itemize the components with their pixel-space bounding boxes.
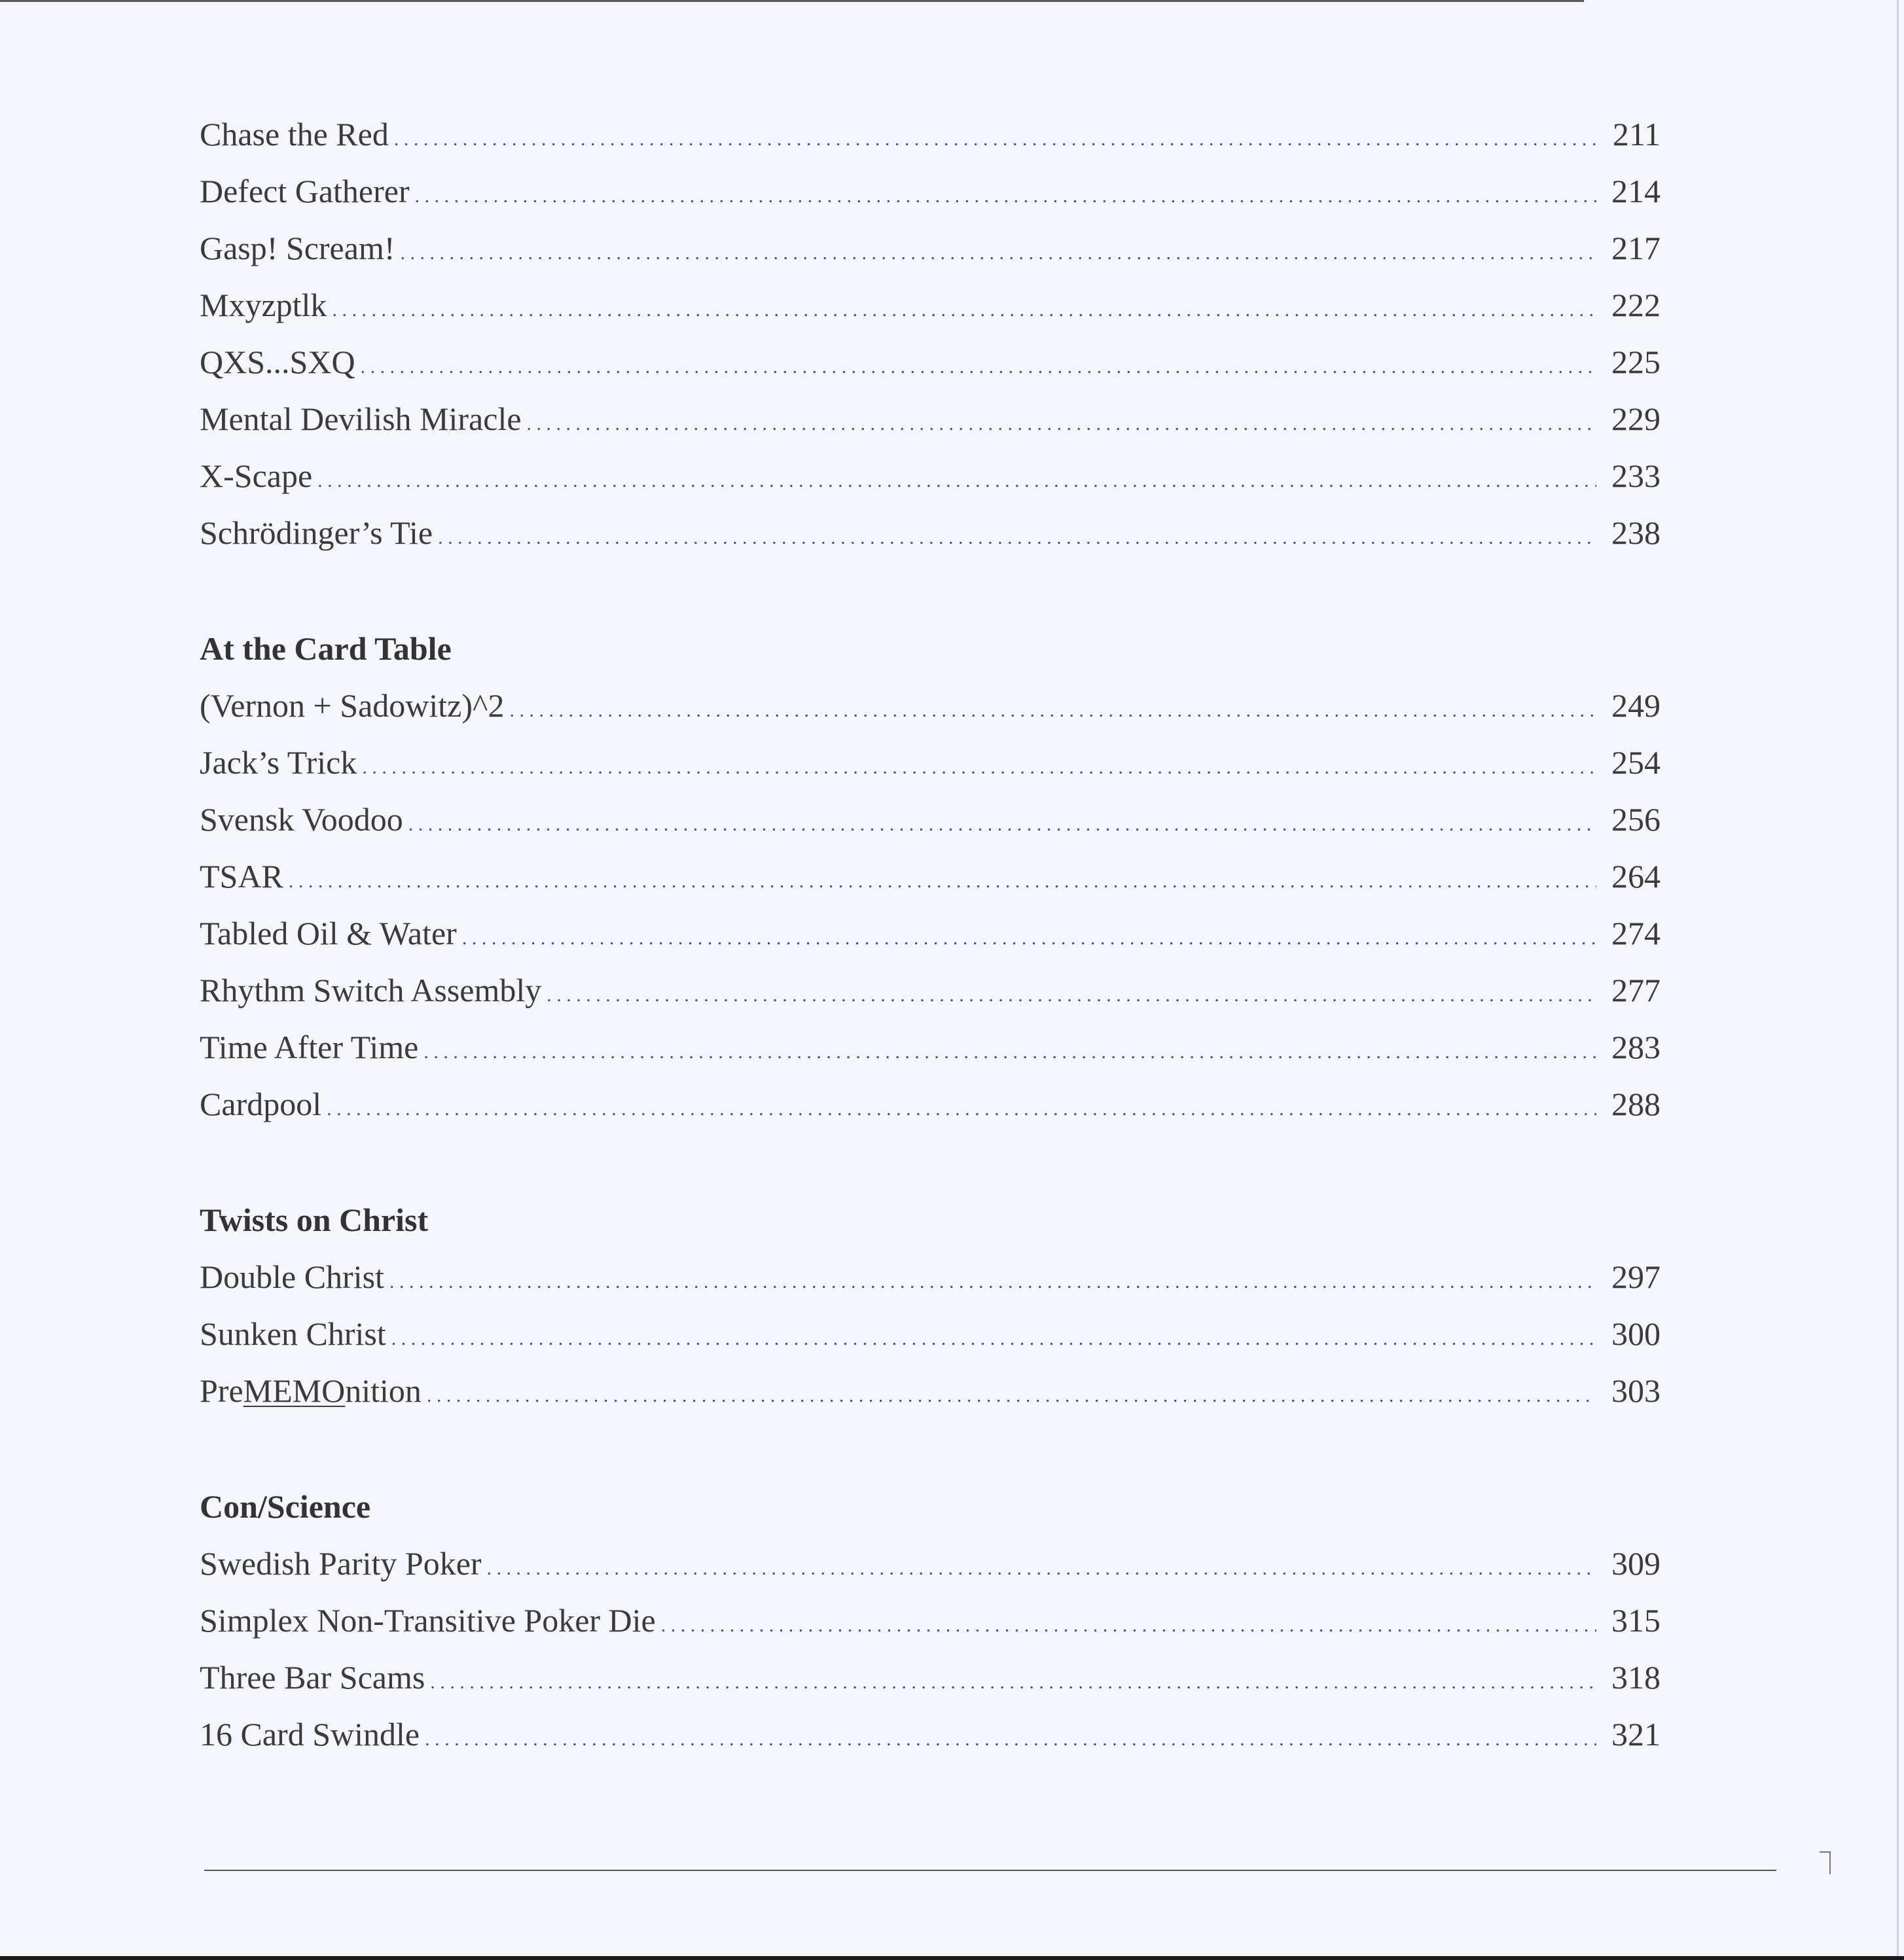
toc-entry[interactable] bbox=[200, 448, 1661, 505]
toc-entry[interactable] bbox=[200, 163, 1661, 220]
entry-title: Tabled Oil & Water bbox=[200, 915, 457, 952]
entry-title: Rhythm Switch Assembly bbox=[200, 972, 542, 1008]
toc-section bbox=[200, 1192, 1661, 1419]
entry-title bbox=[200, 1363, 422, 1419]
dot-leader bbox=[362, 736, 1596, 796]
toc-entry[interactable] bbox=[200, 1535, 1661, 1592]
toc-entry[interactable] bbox=[200, 1706, 1661, 1763]
page-number: 321 bbox=[1611, 1716, 1661, 1753]
entry-title: Mxyzptlk bbox=[200, 287, 327, 323]
page-number: 309 bbox=[1611, 1545, 1661, 1582]
dot-leader bbox=[661, 1594, 1596, 1654]
page-edge-top bbox=[0, 0, 1584, 2]
page-number: 225 bbox=[1611, 344, 1661, 380]
toc-section bbox=[200, 106, 1661, 561]
dot-leader bbox=[317, 449, 1596, 509]
page-number: 256 bbox=[1611, 801, 1661, 838]
dot-leader bbox=[361, 335, 1596, 395]
dot-leader bbox=[438, 506, 1596, 566]
dot-leader bbox=[332, 278, 1596, 338]
dot-leader bbox=[430, 1650, 1596, 1711]
entry-title: Schrödinger’s Tie bbox=[200, 514, 433, 551]
page-number: 303 bbox=[1611, 1372, 1661, 1409]
dot-leader bbox=[389, 1250, 1596, 1310]
page-number: 315 bbox=[1611, 1602, 1661, 1639]
entry-title: X-Scape bbox=[200, 457, 313, 494]
dot-leader bbox=[425, 1707, 1596, 1768]
dot-leader bbox=[415, 164, 1596, 224]
section-heading: Twists on Christ bbox=[200, 1202, 429, 1238]
entry-title: Chase the Red bbox=[200, 116, 389, 152]
toc-entry[interactable] bbox=[200, 1249, 1661, 1306]
entry-title: Time After Time bbox=[200, 1029, 419, 1065]
toc-section bbox=[200, 620, 1661, 1133]
entry-title-part: Pre bbox=[200, 1372, 243, 1409]
page-number: 229 bbox=[1611, 401, 1661, 437]
toc-entry[interactable] bbox=[200, 791, 1661, 848]
entry-title: Mental Devilish Miracle bbox=[200, 401, 522, 437]
dot-leader bbox=[408, 793, 1596, 853]
toc-entry[interactable] bbox=[200, 277, 1661, 334]
dot-leader bbox=[401, 221, 1597, 281]
page-number: 264 bbox=[1611, 858, 1661, 895]
entry-title-part: nition bbox=[345, 1372, 422, 1409]
toc-entry[interactable] bbox=[200, 677, 1661, 734]
crop-mark-icon bbox=[1818, 1849, 1833, 1876]
toc-entry[interactable] bbox=[200, 848, 1661, 905]
entry-title: Jack’s Trick bbox=[200, 744, 357, 781]
dot-leader bbox=[423, 1020, 1596, 1080]
dot-leader bbox=[547, 963, 1596, 1024]
entry-title: QXS...SXQ bbox=[200, 344, 355, 380]
page-number: 217 bbox=[1611, 230, 1661, 266]
toc-entry[interactable] bbox=[200, 220, 1661, 277]
table-of-contents bbox=[200, 106, 1661, 1822]
section-heading: Con/Science bbox=[200, 1488, 371, 1525]
toc-section bbox=[200, 1478, 1661, 1763]
toc-entry[interactable] bbox=[200, 106, 1661, 163]
footer-rule bbox=[204, 1870, 1776, 1871]
page-number: 222 bbox=[1611, 287, 1661, 323]
page-number: 288 bbox=[1611, 1086, 1661, 1122]
page-edge-right bbox=[1897, 0, 1899, 1960]
toc-entry[interactable] bbox=[200, 1076, 1661, 1133]
entry-title: 16 Card Swindle bbox=[200, 1716, 420, 1753]
page-number: 254 bbox=[1611, 744, 1661, 781]
dot-leader bbox=[487, 1537, 1596, 1597]
page-number: 214 bbox=[1611, 173, 1661, 209]
page-number: 277 bbox=[1611, 972, 1661, 1008]
page-number: 300 bbox=[1611, 1315, 1661, 1352]
entry-title: Three Bar Scams bbox=[200, 1659, 425, 1696]
entry-title: Svensk Voodoo bbox=[200, 801, 403, 838]
entry-title: Swedish Parity Poker bbox=[200, 1545, 482, 1582]
toc-entry[interactable] bbox=[200, 1306, 1661, 1363]
toc-entry[interactable] bbox=[200, 734, 1661, 791]
toc-entry[interactable] bbox=[200, 1592, 1661, 1649]
dot-leader bbox=[394, 107, 1596, 168]
toc-entry[interactable] bbox=[200, 1649, 1661, 1706]
page-number: 318 bbox=[1611, 1659, 1661, 1696]
entry-title: (Vernon + Sadowitz)^2 bbox=[200, 687, 505, 724]
toc-entry[interactable] bbox=[200, 391, 1661, 448]
page-edge-bottom bbox=[0, 1956, 1904, 1960]
page-number: 238 bbox=[1611, 514, 1661, 551]
page-number: 297 bbox=[1611, 1258, 1661, 1295]
toc-entry[interactable] bbox=[200, 1019, 1661, 1076]
toc-entry[interactable] bbox=[200, 505, 1661, 561]
entry-title: Gasp! Scream! bbox=[200, 230, 395, 266]
page-number: 233 bbox=[1611, 457, 1661, 494]
dot-leader bbox=[391, 1307, 1596, 1367]
dot-leader bbox=[289, 849, 1596, 910]
dot-leader bbox=[527, 392, 1596, 452]
toc-entry[interactable] bbox=[200, 905, 1661, 962]
dot-leader bbox=[427, 1364, 1596, 1424]
page-number: 249 bbox=[1611, 687, 1661, 724]
entry-title: Defect Gatherer bbox=[200, 173, 410, 209]
toc-entry[interactable] bbox=[200, 334, 1661, 391]
entry-title: Sunken Christ bbox=[200, 1315, 386, 1352]
page-number: 274 bbox=[1611, 915, 1661, 952]
page-number: 283 bbox=[1611, 1029, 1661, 1065]
entry-title: TSAR bbox=[200, 858, 283, 895]
entry-title: Double Christ bbox=[200, 1258, 384, 1295]
page-number: 211 bbox=[1612, 116, 1661, 152]
dot-leader bbox=[509, 679, 1596, 739]
dot-leader bbox=[462, 906, 1596, 967]
entry-title-underlined-part: MEMO bbox=[243, 1372, 346, 1409]
toc-entry[interactable] bbox=[200, 962, 1661, 1019]
section-heading: At the Card Table bbox=[200, 630, 452, 667]
entry-title: Cardpool bbox=[200, 1086, 322, 1122]
toc-entry[interactable] bbox=[200, 1363, 1661, 1419]
dot-leader bbox=[327, 1077, 1596, 1137]
entry-title: Simplex Non-Transitive Poker Die bbox=[200, 1602, 656, 1639]
